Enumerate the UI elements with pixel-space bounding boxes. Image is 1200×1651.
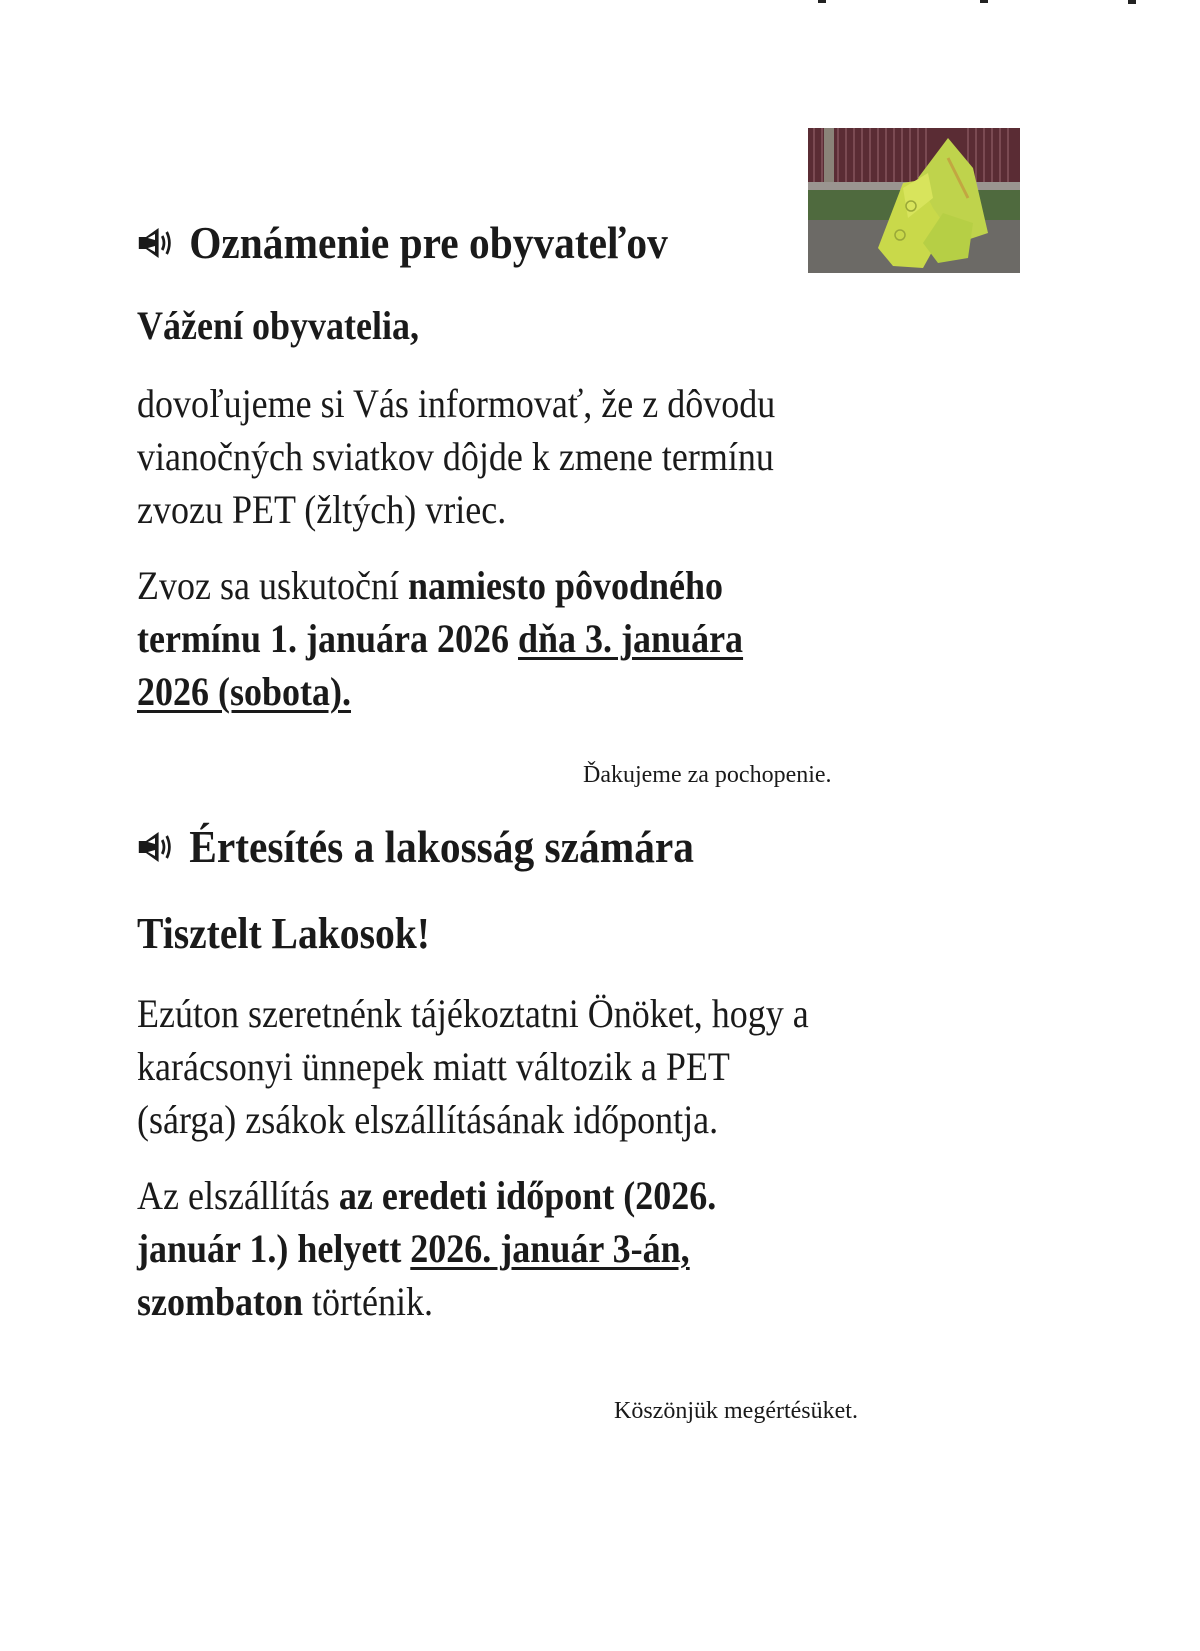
- slovak-paragraph2-line3: [137, 668, 351, 715]
- text-bold: az eredeti időpont (2026.: [338, 1173, 717, 1218]
- hungarian-paragraph1-line3: (sárga) zsákok elszállításának időpontja.: [137, 1097, 719, 1142]
- slovak-closing: Ďakujeme za pochopenie.: [583, 762, 832, 788]
- text-bold: termínu 1. januára 2026: [137, 616, 518, 661]
- hungarian-paragraph1-line1: Ezúton szeretnénk tájékoztatni Önöket, hogy a: [137, 991, 809, 1036]
- text-regular: Zvoz sa uskutoční: [137, 563, 408, 608]
- slovak-paragraph1-line2: vianočných sviatkov dôjde k zmene termínu: [137, 434, 774, 479]
- yellow-bags-image: [808, 128, 1020, 273]
- slovak-salutation: Vážení obyvatelia,: [137, 303, 419, 348]
- hungarian-paragraph1-line2: karácsonyi ünnepek miatt változik a PET: [137, 1044, 730, 1089]
- new-date-highlight: 2026 (sobota).: [137, 669, 352, 714]
- text-bold: január 1.) helyett: [137, 1226, 411, 1271]
- hungarian-paragraph2-line3: [137, 1278, 433, 1325]
- hungarian-paragraph2-line1: [137, 1172, 716, 1219]
- hungarian-closing: Köszönjük megértésüket.: [614, 1398, 858, 1424]
- slovak-heading-text: Oznámenie pre obyvateľov: [189, 217, 668, 268]
- slovak-heading: [137, 216, 668, 269]
- hungarian-heading: [137, 820, 694, 873]
- text-bold: szombaton: [137, 1279, 304, 1324]
- scan-mark: [980, 0, 988, 3]
- text-bold: namiesto pôvodného: [407, 563, 724, 608]
- speaker-icon: [137, 226, 177, 260]
- new-date-highlight: dňa 3. januára: [517, 616, 744, 661]
- scan-mark: [1128, 0, 1136, 4]
- hungarian-paragraph2-line2: [137, 1225, 690, 1272]
- slovak-paragraph2-line2: [137, 615, 743, 662]
- speaker-icon: [137, 830, 177, 864]
- hungarian-salutation: Tisztelt Lakosok!: [137, 909, 431, 958]
- new-date-highlight: 2026. január 3-án,: [410, 1226, 690, 1271]
- text-regular: Az elszállítás: [137, 1173, 339, 1218]
- scan-mark: [818, 0, 826, 3]
- slovak-paragraph1-line1: dovoľujeme si Vás informovať, že z dôvodu: [137, 381, 776, 426]
- slovak-paragraph1-line3: zvozu PET (žltých) vriec.: [137, 487, 507, 532]
- text-regular: történik.: [303, 1279, 433, 1324]
- yellow-bags-photo: [808, 128, 1020, 273]
- hungarian-heading-text: Értesítés a lakosság számára: [189, 821, 694, 872]
- slovak-paragraph2-line1: [137, 562, 723, 609]
